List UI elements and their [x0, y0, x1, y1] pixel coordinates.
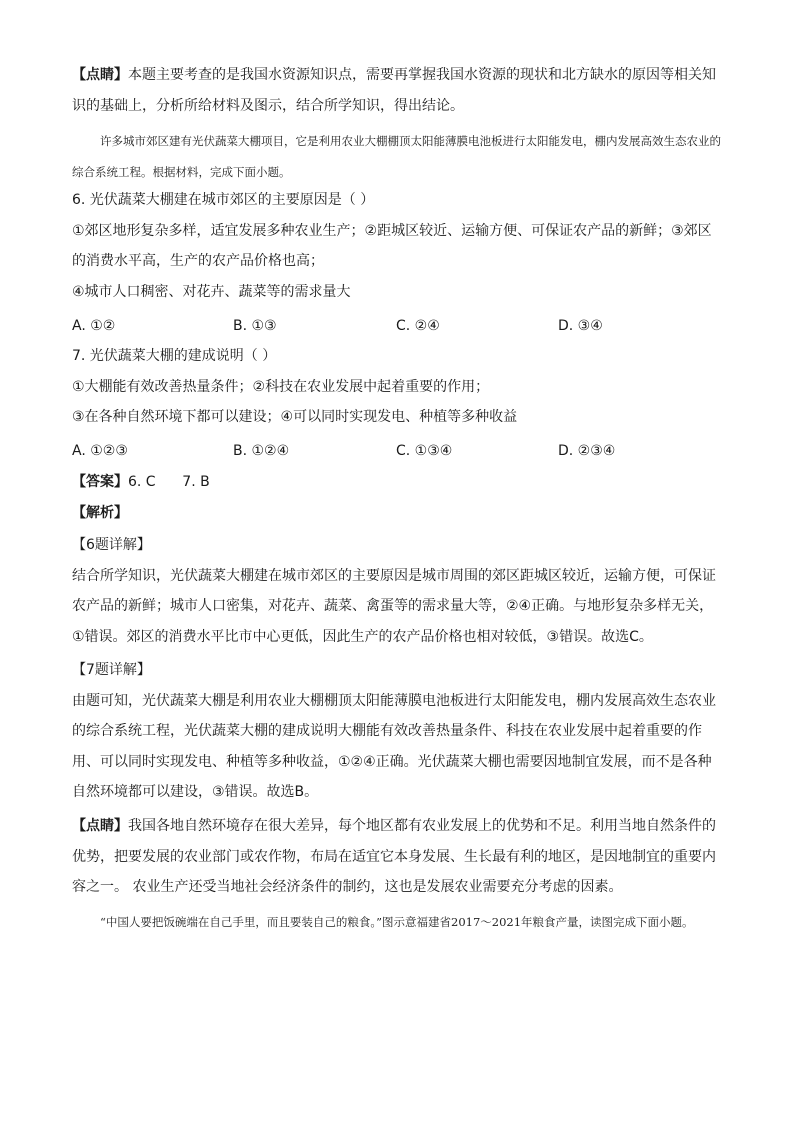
option-a: A. ①②: [72, 318, 116, 334]
detail-6-tag: 【6题详解】: [72, 537, 151, 553]
dianjing-paragraph-1: [72, 60, 724, 121]
dianjing-tag: 【点睛】: [72, 67, 128, 83]
option-c: C. ②④: [396, 318, 440, 334]
question-6-stem: 6. 光伏蔬菜大棚建在城市郊区的主要原因是（ ）: [72, 192, 375, 208]
question-7-statements-1: ①大棚能有效改善热量条件；②科技在农业发展中起着重要的作用；: [72, 378, 490, 395]
detail-6-text: 结合所学知识，光伏蔬菜大棚建在城市郊区的主要原因是城市周围的郊区距城区较近，运输方便，可保证农产品的新鲜；城市人口密集，对花卉、蔬菜、禽蛋等的需求量大等，②④正确。与地形复杂多样无关，①错误。郊区的消费水平比市中心更低，因此生产的农产品价格也相对较低，③错误。故选C。: [72, 567, 716, 645]
question-7-statements-2: ③在各种自然环境下都可以建设；④可以同时实现发电、种植等多种收益: [72, 409, 518, 425]
question-6-options: [72, 311, 724, 341]
analysis-heading: [72, 498, 724, 529]
question-7-stem: 7. 光伏蔬菜大棚的建成说明（ ）: [72, 348, 277, 364]
dianjing-text: 本题主要考查的是我国水资源知识点，需要再掌握我国水资源的现状和北方缺水的原因等相关知识的基础上，分析所给材料及图示，结合所学知识，得出结论。: [72, 67, 716, 114]
option-d: D. ②③④: [558, 443, 616, 459]
option-d: D. ③④: [558, 318, 603, 334]
option-b: B. ①②④: [233, 443, 290, 459]
answer-tag: 【答案】: [72, 474, 128, 490]
detail-7: [72, 655, 724, 808]
material-text: “中国人要把饭碗端在自己手里，而且要装自己的粮食。”图示意福建省2017～2021年粮食产量，读图完成下面小题。: [100, 915, 694, 929]
option-c: C. ①③④: [396, 443, 453, 459]
answer-text: 6. C 7. B: [128, 474, 210, 490]
option-b: B. ①③: [233, 318, 277, 334]
option-a: A. ①②③: [72, 443, 128, 459]
question-6-statements-1: ①郊区地形复杂多样，适宜发展多种农业生产；②距城区较近、运输方便、可保证农产品的新鲜；③郊区的消费水平高，生产的农产品价格也高；: [72, 222, 712, 269]
dianjing-tag: 【点睛】: [72, 818, 128, 834]
analysis-tag: 【解析】: [72, 505, 128, 521]
dianjing-text: 我国各地自然环境存在很大差异，每个地区都有农业发展上的优势和不足。利用当地自然条件的优势，把要发展的农业部门或农作物，布局在适宜它本身发展、生长最有利的地区，是因地制宜的重要内容之一。 农业生产还受当地社会经济条件的制约，这也是发展农业需要充分考虑的因素。: [72, 818, 716, 895]
question-6: [72, 185, 724, 307]
detail-6: [72, 530, 724, 652]
question-7: [72, 341, 724, 433]
material-text: 许多城市郊区建有光伏蔬菜大棚项目，它是利用农业大棚棚顶太阳能薄膜电池板进行太阳能发电，棚内发展高效生态农业的综合系统工程。根据材料，完成下面小题。: [72, 134, 721, 179]
material-paragraph-2: [72, 907, 724, 938]
question-6-statements-2: ④城市人口稠密、对花卉、蔬菜等的需求量大: [72, 283, 351, 300]
dianjing-paragraph-2: [72, 811, 724, 903]
detail-7-tag: 【7题详解】: [72, 662, 151, 678]
question-7-options: [72, 436, 724, 466]
detail-7-text: 由题可知，光伏蔬菜大棚是利用农业大棚棚顶太阳能薄膜电池板进行太阳能发电，棚内发展高效生态农业的综合系统工程，光伏蔬菜大棚的建成说明大棚能有效改善热量条件、科技在农业发展中起着重要的作用、可以同时实现发电、种植等多种收益，①②④正确。光伏蔬菜大棚也需要因地制宜发展，而不是各种自然环境都可以建设，③错误。故选B。: [72, 692, 716, 800]
material-paragraph-1: [72, 126, 724, 187]
answer-line: [72, 467, 724, 498]
